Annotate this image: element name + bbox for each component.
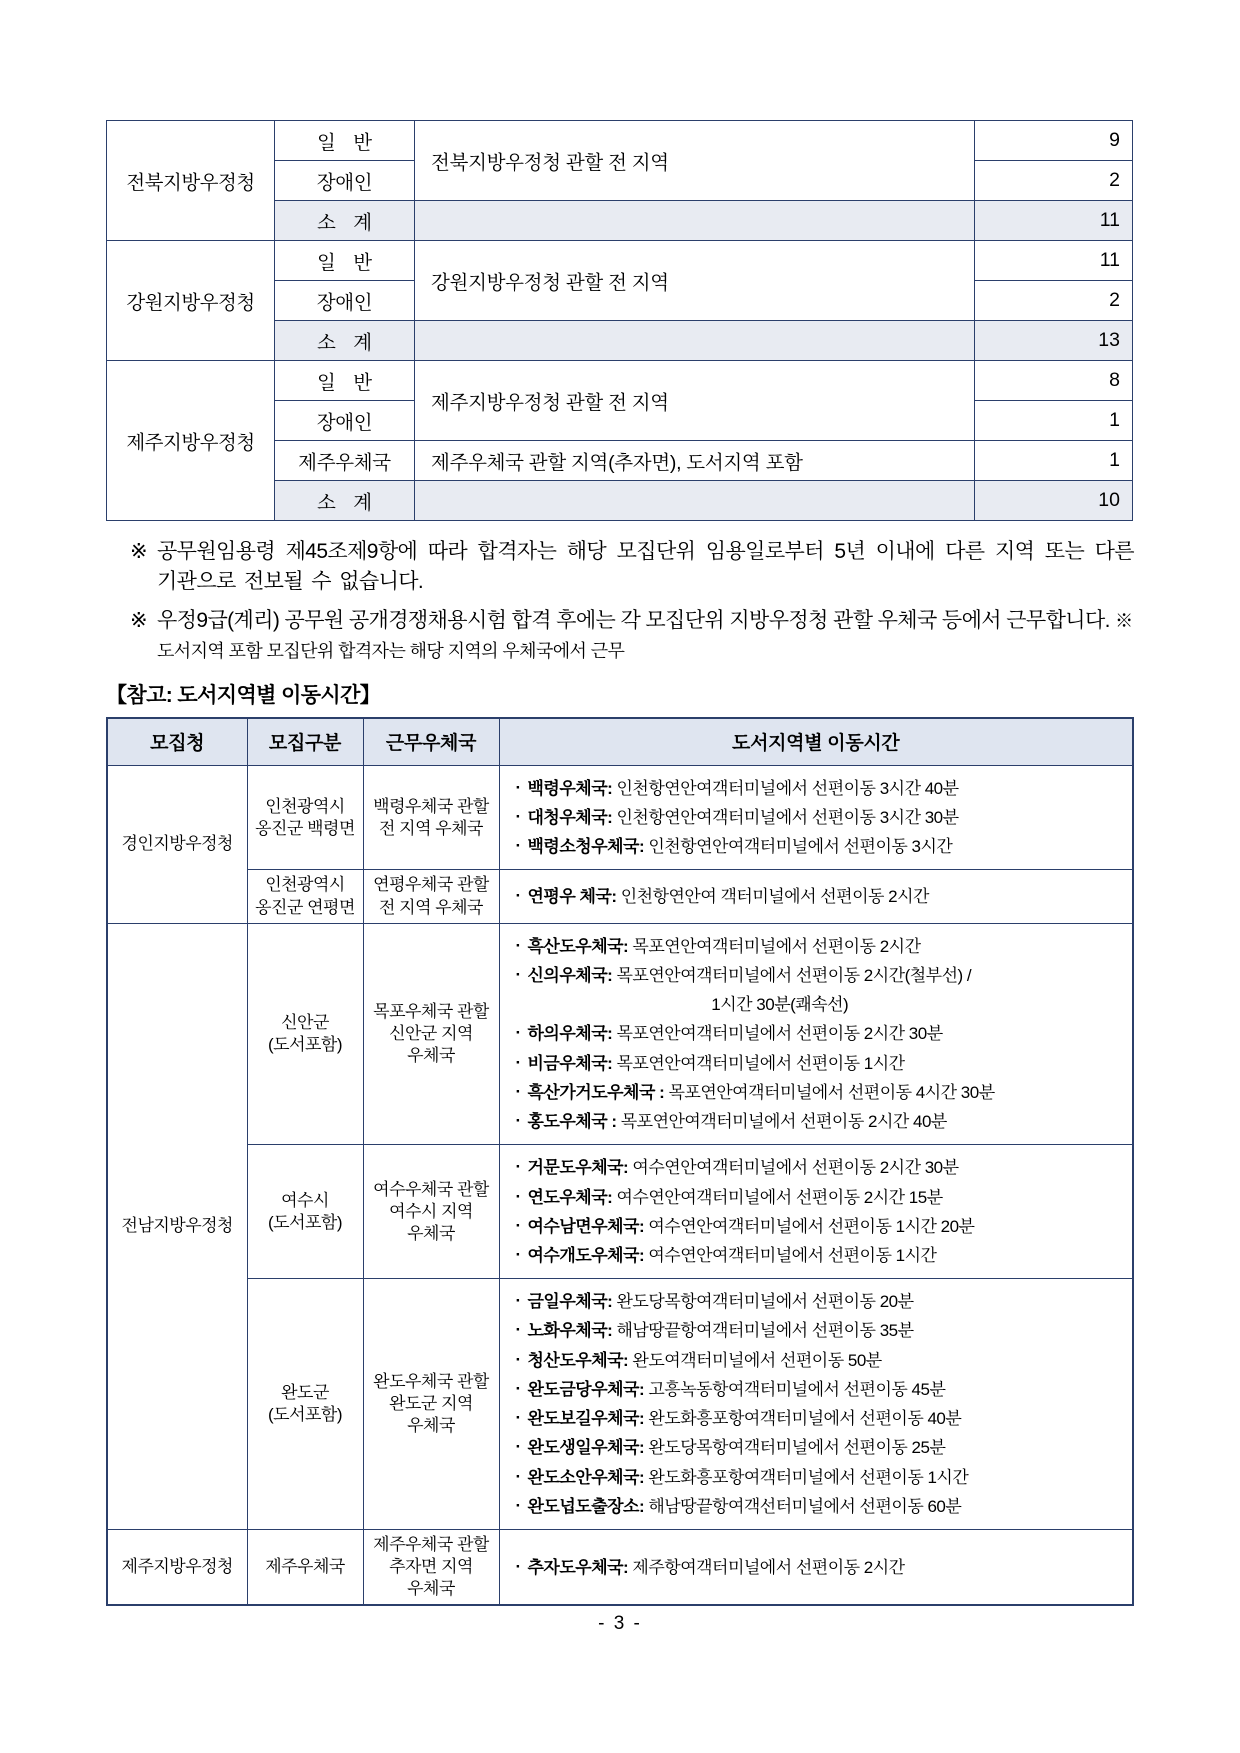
post-office-name: 완도보길우체국: — [527, 1409, 645, 1429]
work-post-office-cell: 백령우체국 관할 전 지역 우체국 — [363, 765, 499, 870]
travel-time-item: · 완도생일우체국: 완도당목항여객터미널에서 선편이동 25분 — [514, 1433, 1123, 1462]
recruit-kind-cell: 완도군 (도서포함) — [247, 1279, 363, 1530]
travel-time-item: · 금일우체국: 완도당목항여객터미널에서 선편이동 20분 — [514, 1287, 1123, 1316]
office-cell: 강원지방우정청 — [107, 241, 275, 361]
travel-time-item: · 완도금당우체국: 고흥녹동항여객터미널에서 선편이동 45분 — [514, 1375, 1123, 1404]
note-text-2-wrap — [157, 606, 1134, 667]
table-header-row — [107, 718, 1133, 766]
recruit-kind-cell: 제주우체국 — [247, 1530, 363, 1606]
table-row — [107, 1145, 1133, 1279]
recruit-kind-cell: 인천광역시 옹진군 연평면 — [247, 870, 363, 923]
area-cell: 제주우체국 관할 지역(추자면), 도서지역 포함 — [415, 441, 975, 481]
kind-cell: 소 계 — [275, 481, 415, 521]
travel-time-list — [514, 1553, 1123, 1582]
travel-time-cell — [499, 870, 1133, 923]
kind-cell: 장애인 — [275, 401, 415, 441]
post-office-name: 완도생일우체국: — [527, 1438, 645, 1458]
travel-time-item: · 완도넙도출장소: 해남땅끝항여객선터미널에서 선편이동 60분 — [514, 1492, 1123, 1521]
post-office-name: 완도소안우체국: — [527, 1467, 645, 1487]
count-cell: 10 — [975, 481, 1133, 521]
travel-time-cell — [499, 1279, 1133, 1530]
note-text-2-sub: ※ 도서지역 포함 모집단위 합격자는 해당 지역의 우체국에서 근무 — [157, 610, 1133, 662]
post-office-name: 추자도우체국: — [527, 1557, 629, 1577]
office-cell: 제주지방우정청 — [107, 361, 275, 521]
travel-time-item: · 여수남면우체국: 여수연안여객터미널에서 선편이동 1시간 20분 — [514, 1212, 1123, 1241]
table-row — [107, 361, 1133, 401]
table-row — [107, 121, 1133, 161]
table-row — [107, 1530, 1133, 1606]
post-office-name: 완도금당우체국: — [527, 1379, 645, 1399]
table-row — [107, 765, 1133, 870]
post-office-name: 흑산도우체국: — [527, 936, 629, 956]
travel-time-list — [514, 1153, 1123, 1270]
travel-time-item: · 연도우체국: 여수연안여객터미널에서 선편이동 2시간 15분 — [514, 1183, 1123, 1212]
office-cell: 전남지방우정청 — [107, 923, 247, 1529]
travel-time-item: · 백령우체국: 인천항연안여객터미널에서 선편이동 3시간 40분 — [514, 774, 1123, 803]
kind-cell: 소 계 — [275, 201, 415, 241]
count-cell: 2 — [975, 161, 1133, 201]
column-header-1: 모집청 — [107, 718, 247, 766]
office-cell: 제주지방우정청 — [107, 1530, 247, 1606]
count-cell: 13 — [975, 321, 1133, 361]
note-item — [106, 606, 1134, 667]
travel-time-item: · 신의우체국: 목포연안여객터미널에서 선편이동 2시간(철부선) / 1시간 30분(쾌속선) — [514, 961, 1123, 1019]
island-travel-time-table — [106, 717, 1134, 1607]
office-cell: 전북지방우정청 — [107, 121, 275, 241]
travel-time-item: · 청산도우체국: 완도여객터미널에서 선편이동 50분 — [514, 1346, 1123, 1375]
post-office-name: 흑산가거도우체국 : — [527, 1082, 665, 1102]
column-header-2: 모집구분 — [247, 718, 363, 766]
post-office-name: 대청우체국: — [527, 807, 613, 827]
recruitment-unit-table-body — [107, 121, 1133, 521]
island-table-head — [107, 718, 1133, 766]
kind-cell: 소 계 — [275, 321, 415, 361]
office-cell: 경인지방우정청 — [107, 765, 247, 923]
section-title: 【참고: 도서지역별 이동시간】 — [106, 683, 381, 707]
note-mark: ※ — [130, 608, 147, 632]
area-cell: 제주지방우정청 관할 전 지역 — [415, 361, 975, 441]
column-header-3: 근무우체국 — [363, 718, 499, 766]
travel-time-cell — [499, 1145, 1133, 1279]
table-row — [107, 1279, 1133, 1530]
area-cell: 강원지방우정청 관할 전 지역 — [415, 241, 975, 321]
page-number: - 3 - — [598, 1613, 642, 1634]
post-office-name: 거문도우체국: — [527, 1158, 629, 1178]
post-office-name: 연도우체국: — [527, 1187, 613, 1207]
kind-cell: 장애인 — [275, 281, 415, 321]
travel-time-continuation: 1시간 30분(쾌속선) — [711, 995, 849, 1015]
count-cell: 11 — [975, 241, 1133, 281]
kind-cell: 일 반 — [275, 241, 415, 281]
recruit-kind-cell: 신안군 (도서포함) — [247, 923, 363, 1145]
work-post-office-cell: 연평우체국 관할 전 지역 우체국 — [363, 870, 499, 923]
island-table-body — [107, 765, 1133, 1605]
travel-time-item: · 완도소안우체국: 완도화흥포항여객터미널에서 선편이동 1시간 — [514, 1463, 1123, 1492]
post-office-name: 노화우체국: — [527, 1321, 613, 1341]
post-office-name: 청산도우체국: — [527, 1350, 629, 1370]
work-post-office-cell: 제주우체국 관할 추자면 지역 우체국 — [363, 1530, 499, 1606]
travel-time-item: · 백령소청우체국: 인천항연안여객터미널에서 선편이동 3시간 — [514, 832, 1123, 861]
count-cell: 8 — [975, 361, 1133, 401]
note-text-2: 우정9급(계리) 공무원 공개경쟁채용시험 합격 후에는 각 모집단위 지방우정청 관할 우체국 등에서 근무합니다. — [157, 608, 1110, 632]
kind-cell: 장애인 — [275, 161, 415, 201]
post-office-name: 백령소청우체국: — [527, 837, 645, 857]
travel-time-list — [514, 1287, 1123, 1521]
area-cell: 전북지방우정청 관할 전 지역 — [415, 121, 975, 201]
travel-time-item: · 하의우체국: 목포연안여객터미널에서 선편이동 2시간 30분 — [514, 1019, 1123, 1048]
post-office-name: 비금우체국: — [527, 1053, 613, 1073]
count-cell: 1 — [975, 441, 1133, 481]
post-office-name: 연평우 체국: — [527, 886, 617, 906]
note-text-1: 공무원임용령 제45조제9항에 따라 합격자는 해당 모집단위 임용일로부터 5년 이내에 다른 지역 또는 다른 기관으로 전보될 수 없습니다. — [157, 540, 1134, 594]
work-post-office-cell: 여수우체국 관할 여수시 지역 우체국 — [363, 1145, 499, 1279]
area-cell — [415, 481, 975, 521]
travel-time-cell — [499, 923, 1133, 1145]
table-row — [107, 870, 1133, 923]
travel-time-item: · 흑산가거도우체국 : 목포연안여객터미널에서 선편이동 4시간 30분 — [514, 1078, 1123, 1107]
post-office-name: 여수개도우체국: — [527, 1245, 645, 1265]
note-mark: ※ — [130, 540, 147, 563]
post-office-name: 하의우체국: — [527, 1024, 613, 1044]
kind-cell: 제주우체국 — [275, 441, 415, 481]
travel-time-item: · 거문도우체국: 여수연안여객터미널에서 선편이동 2시간 30분 — [514, 1153, 1123, 1182]
travel-time-list — [514, 774, 1123, 862]
post-office-name: 금일우체국: — [527, 1292, 613, 1312]
travel-time-item: · 홍도우체국 : 목포연안여객터미널에서 선편이동 2시간 40분 — [514, 1107, 1123, 1136]
travel-time-item: · 여수개도우체국: 여수연안여객터미널에서 선편이동 1시간 — [514, 1241, 1123, 1270]
count-cell: 11 — [975, 201, 1133, 241]
travel-time-list — [514, 882, 1123, 911]
post-office-name: 완도넙도출장소: — [527, 1496, 645, 1516]
count-cell: 1 — [975, 401, 1133, 441]
recruitment-unit-table — [106, 120, 1133, 521]
area-cell — [415, 201, 975, 241]
count-cell: 9 — [975, 121, 1133, 161]
table-row — [107, 923, 1133, 1145]
note-item — [106, 537, 1134, 598]
recruit-kind-cell: 인천광역시 옹진군 백령면 — [247, 765, 363, 870]
travel-time-item: · 연평우 체국: 인천항연안여 객터미널에서 선편이동 2시간 — [514, 882, 1123, 911]
travel-time-item: · 완도보길우체국: 완도화흥포항여객터미널에서 선편이동 40분 — [514, 1404, 1123, 1433]
travel-time-item: · 흑산도우체국: 목포연안여객터미널에서 선편이동 2시간 — [514, 932, 1123, 961]
count-cell: 2 — [975, 281, 1133, 321]
kind-cell: 일 반 — [275, 361, 415, 401]
post-office-name: 홍도우체국 : — [527, 1112, 617, 1132]
recruit-kind-cell: 여수시 (도서포함) — [247, 1145, 363, 1279]
area-cell — [415, 321, 975, 361]
post-office-name: 백령우체국: — [527, 778, 613, 798]
column-header-4: 도서지역별 이동시간 — [499, 718, 1133, 766]
work-post-office-cell: 목포우체국 관할 신안군 지역 우체국 — [363, 923, 499, 1145]
post-office-name: 신의우체국: — [527, 965, 613, 985]
travel-time-cell — [499, 1530, 1133, 1606]
travel-time-item: · 노화우체국: 해남땅끝항여객터미널에서 선편이동 35분 — [514, 1316, 1123, 1345]
travel-time-item: · 추자도우체국: 제주항여객터미널에서 선편이동 2시간 — [514, 1553, 1123, 1582]
travel-time-list — [514, 932, 1123, 1137]
travel-time-item: · 대청우체국: 인천항연안여객터미널에서 선편이동 3시간 30분 — [514, 803, 1123, 832]
post-office-name: 여수남면우체국: — [527, 1216, 645, 1236]
travel-time-cell — [499, 765, 1133, 870]
travel-time-item: · 비금우체국: 목포연안여객터미널에서 선편이동 1시간 — [514, 1049, 1123, 1078]
table-row — [107, 241, 1133, 281]
notes-block — [106, 537, 1134, 667]
work-post-office-cell: 완도우체국 관할 완도군 지역 우체국 — [363, 1279, 499, 1530]
kind-cell: 일 반 — [275, 121, 415, 161]
